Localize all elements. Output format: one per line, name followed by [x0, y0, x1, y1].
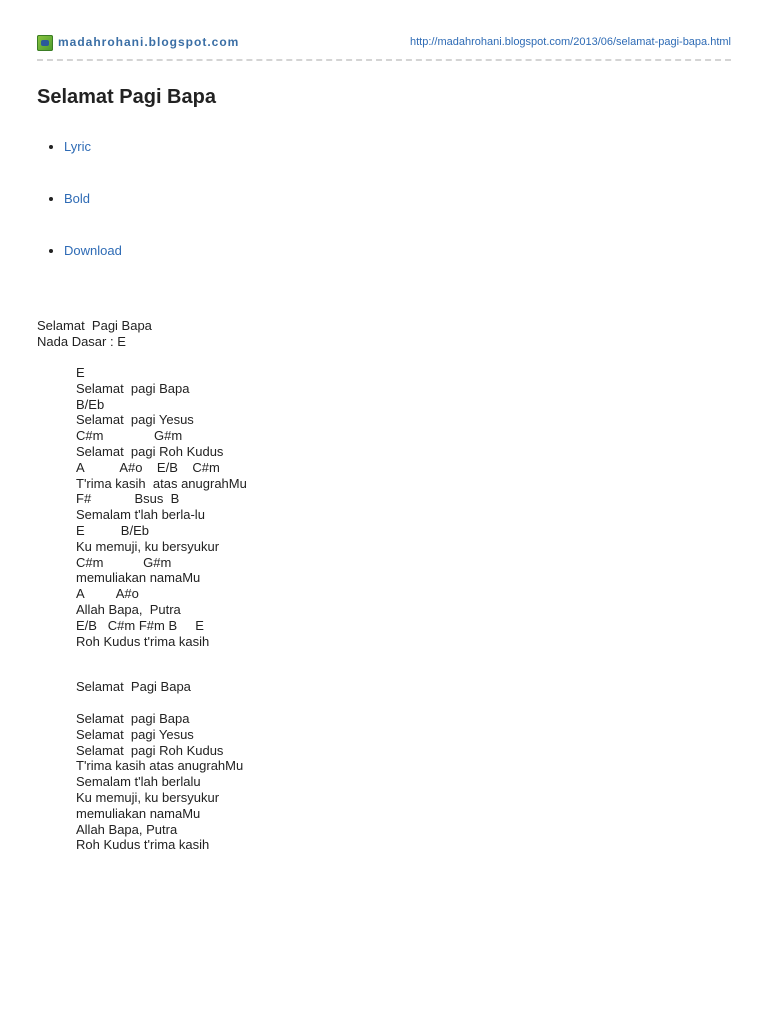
song-title: Selamat Pagi Bapa — [37, 318, 152, 333]
chord-line: A A#o — [76, 586, 139, 602]
chord-line: A A#o E/B C#m — [76, 459, 220, 475]
chord-line: Roh Kudus t'rima kasih — [76, 633, 210, 649]
lyric-line: Allah Bapa, Putra — [76, 821, 178, 837]
lyric-line: Selamat pagi Bapa — [76, 711, 190, 726]
chord-line: Semalam t'lah berla-lu — [76, 507, 205, 523]
lyric-line: memuliakan namaMu — [76, 805, 201, 821]
nav-item-bold — [47, 190, 122, 242]
lyric-section-title: Selamat Pagi Bapa — [76, 679, 191, 694]
page-header — [37, 34, 731, 54]
nav-item-lyric — [47, 138, 122, 190]
source-url-link[interactable]: http://madahrohani.blogspot.com/2013/06/selamat-pagi-bapa.html — [409, 36, 731, 48]
post-nav — [47, 138, 122, 294]
song-key: Nada Dasar : E — [37, 334, 126, 349]
blogger-logo-icon — [37, 35, 53, 51]
chord-line: Selamat pagi Yesus — [76, 412, 194, 428]
page-title: Selamat Pagi Bapa — [37, 86, 216, 108]
chord-line: Selamat pagi Bapa — [76, 380, 190, 396]
lyric-line: Roh Kudus t'rima kasih — [76, 837, 210, 853]
chord-sheet — [76, 365, 247, 649]
chord-line: E — [76, 365, 85, 380]
chord-line: Selamat pagi Roh Kudus — [76, 443, 224, 459]
song-header — [37, 318, 152, 350]
chord-line: C#m G#m — [76, 428, 183, 444]
nav-item-download — [47, 242, 122, 294]
chord-line: B/Eb — [76, 396, 105, 412]
chord-line: Allah Bapa, Putra — [76, 601, 181, 617]
download-link[interactable]: Download — [64, 243, 122, 258]
chord-line: memuliakan namaMu — [76, 570, 201, 586]
header-divider — [37, 59, 731, 61]
lyric-link[interactable]: Lyric — [64, 139, 91, 154]
chord-line: Ku memuji, ku bersyukur — [76, 538, 220, 554]
lyric-sheet — [76, 711, 243, 853]
lyric-line: Semalam t'lah berlalu — [76, 774, 201, 790]
lyric-line: Selamat pagi Roh Kudus — [76, 742, 224, 758]
site-name[interactable]: madahrohani.blogspot.com — [58, 35, 240, 49]
lyric-line: Selamat pagi Yesus — [76, 726, 194, 742]
lyric-line: Ku memuji, ku bersyukur — [76, 789, 220, 805]
chord-line: T'rima kasih atas anugrahMu — [76, 475, 247, 491]
chord-line: C#m G#m — [76, 554, 172, 570]
chord-line: F# Bsus B — [76, 491, 180, 507]
bold-link[interactable]: Bold — [64, 191, 91, 206]
chord-line: E B/Eb — [76, 522, 149, 538]
chord-line: E/B C#m F#m B E — [76, 617, 204, 633]
lyric-line: T'rima kasih atas anugrahMu — [76, 758, 244, 774]
